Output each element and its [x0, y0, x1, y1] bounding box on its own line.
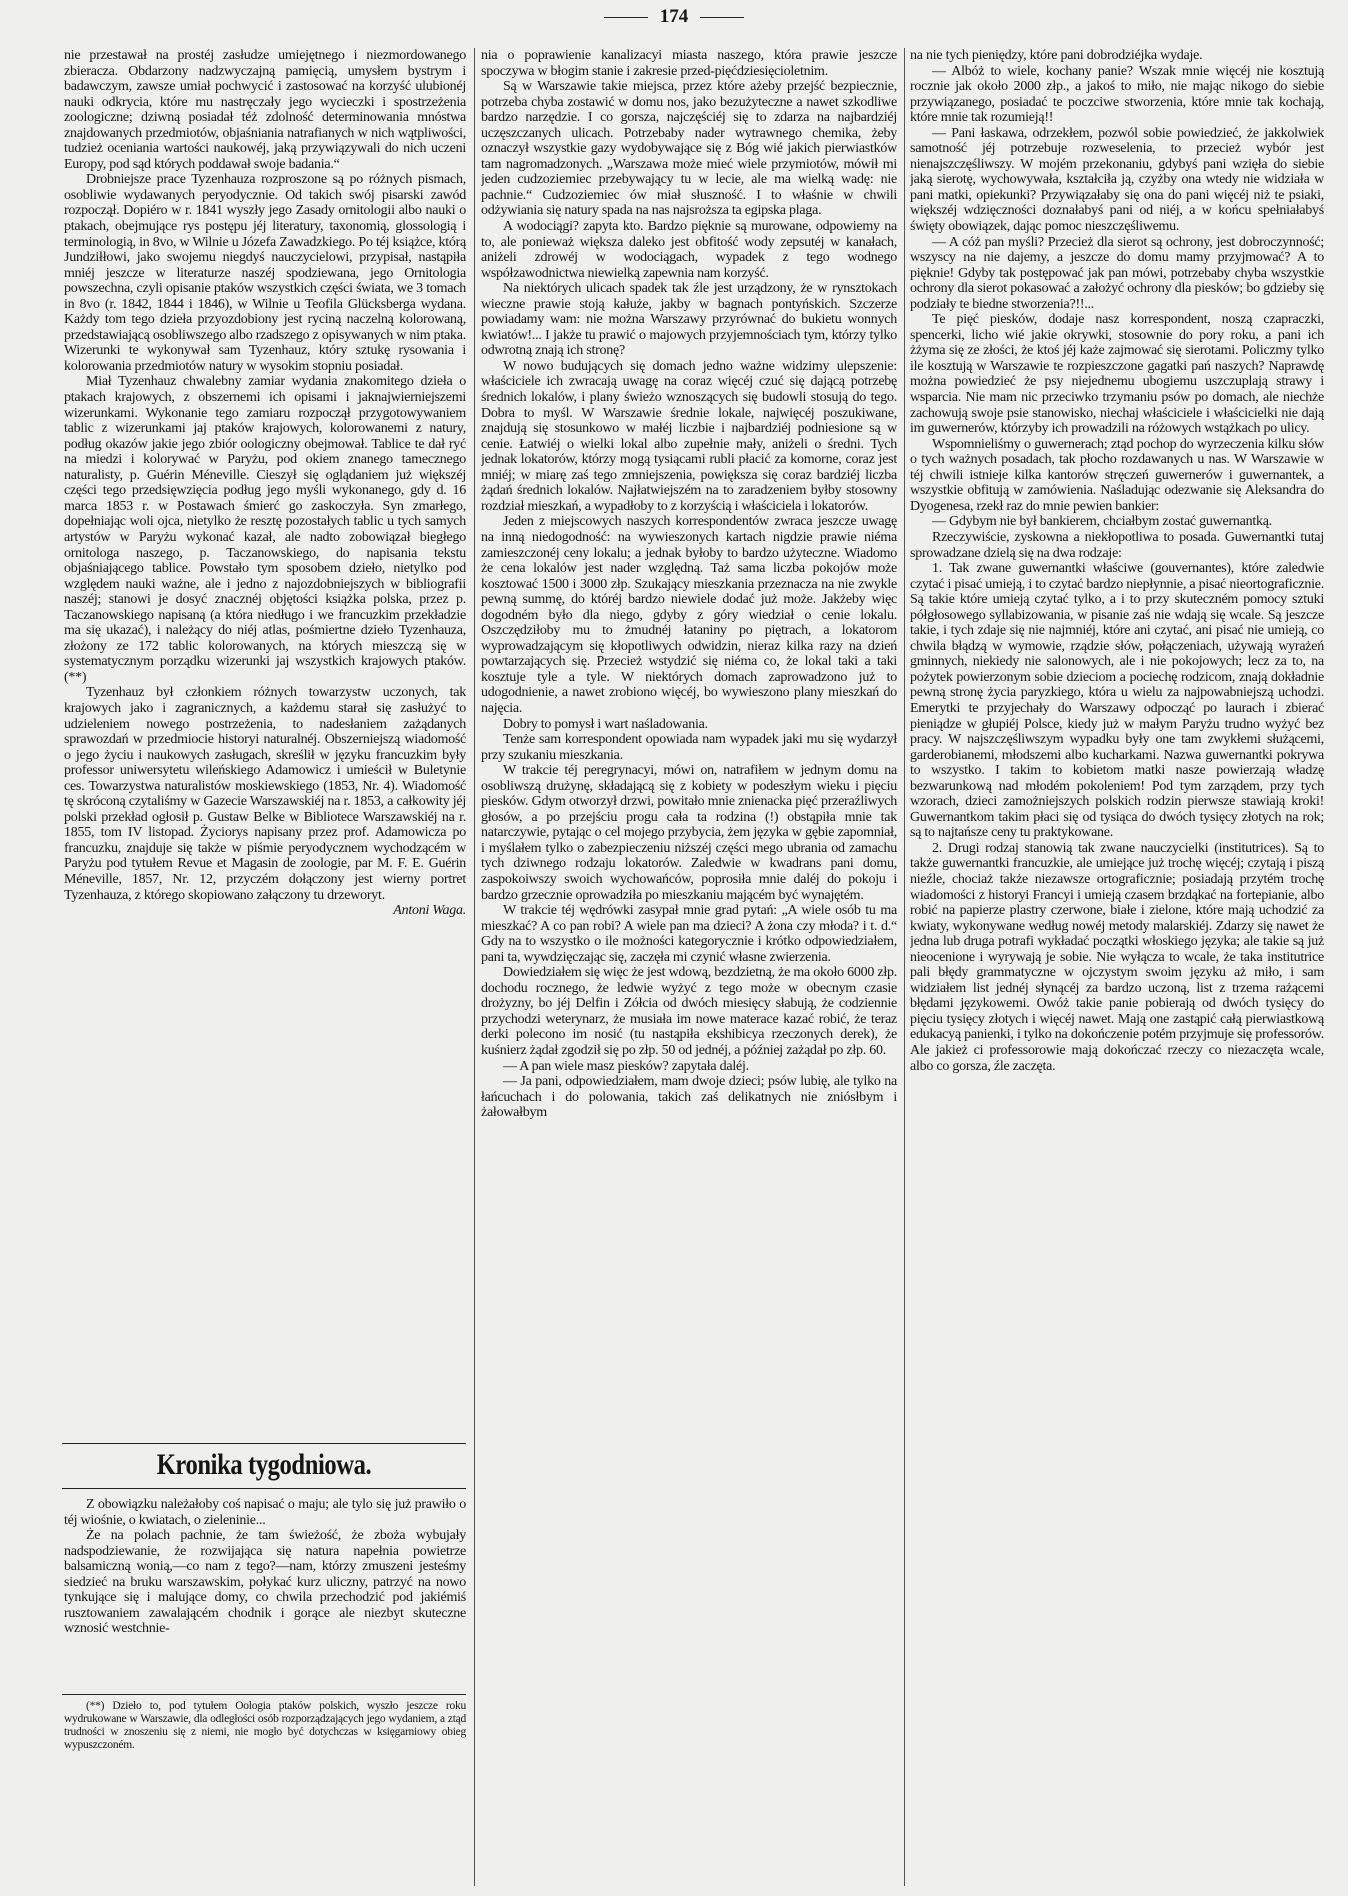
kronika-text	[64, 1497, 466, 1689]
paragraph: 1. Tak zwane guwernantki właściwe (gouvernantes), które zaledwie czytać i pisać umieją, i to czytać bardzo niepłynnie, a pisać nieortograficznie. Są takie które umieją czytać tylko, a i to przy skuteczném pomocy sztuki półgłosowego syllabizowania, w pisanie zaś nie wdają się wcale. Są jeszcze takie, i tych zdaje się nie najmniéj, które ani czytać, ani pisać nie umieją, co chwila błądzą w wymowie, rządzie słów, połączeniach, używają wyrażeń gminnych, niekiedy nie salonowych, ale i nie pokojowych; lecz za to, na pożytek powierzonym sobie dzieciom a pociechę rodzicom, znają dokładnie pewną stronę życia paryzkiego, która u wielu za najpowabniejszą uchodzi. Emerytki te przyjechały do Warszawy odpocząć po laurach i zbierać pieniądze w głupiéj Polsce, kiedy już w małym Paryżu trudno wyżyć bez pracy. W najszczęśliwszym wypadku były one tam zwykłemi służącemi, garderobianemi, młodszemi albo kucharkami. Nazwa guwernantki pokrywa to wszystko. I takim to kobietom matki nasze powierzają władzę bezwarunkową nad młodém pokoleniem! Pod tym zarządem, przy tych wzorach, dzieci zamożniejszych polskich rodzin pierwsze stawiają kroki! Guwernantkom takim płaci się od tysiąca do dwóch tysięcy złotych na rok; są to najtańsze ceny tu praktykowane.	[910, 561, 1324, 841]
column-3	[910, 48, 1324, 1886]
footnote	[64, 1700, 466, 1770]
column-2	[481, 48, 897, 1886]
paragraph: Jeden z miejscowych naszych korrespondentów zwraca jeszcze uwagę na inną niedogodność: na wywieszonych kartach nigdzie prawie niéma zamieszczonéj ceny lokalu; a jednak byłoby to bardzo użyteczne. Wiadomo że cena lokalów jest nader względną. Taż sama liczba pokojów może kosztować 1500 i 3000 złp. Szukający mieszkania przeznacza na nie zwykle pewną summę, do któréj bardzo niewiele dodać już może. Jakżeby więc dogodném było dla niego, gdyby z góry wiedział o cenie lokalu. Oszczędziłoby mu to żmudnéj łataniny po piętrach, a lokatorom wyprowadzającym się kłopotliwych odwidzin, nieraz kilka razy na dzień powtarzających się. Przecież wstydzić się niéma co, że lokal taki a taki kosztuje tyle a tyle. W niektórych domach zaprowadzono już to udogodnienie, a nawet zrobiono więcéj, bo wywieszono plany mieszkań do najęcia.	[481, 514, 897, 716]
footnote-text: (**) Dzieło to, pod tytułem Oologia ptaków polskich, wyszło jeszcze roku wydrukowane w Warszawie, dla odległości osób rozporządzających jego wydaniem, a ztąd trudności w znoszeniu się z niemi, nie mogło być dotychczas w księgarniowy obieg wypuszczoném.	[64, 1700, 466, 1751]
section-rule	[62, 1443, 466, 1444]
paragraph: Te pięć piesków, dodaje nasz korrespondent, noszą czapraczki, spencerki, licho wié jakie okrywki, stosownie do pory roku, a pani ich żżyma się ze złości, że ktoś jéj każe zajmować się sierotami. Policzmy tylko ile kosztują w Warszawie te rozpieszczone gagatki pań naszych? Naprawdę można powiedzieć że psy niejednemu ubogiemu uszczuplają strawy i wsparcia. Nie mam nic przeciwko trzymaniu psów po domach, ale niechże zachowują swoje psie stanowisko, niechaj właściciele i właścicielki nie dają im guwernerów, którzyby ich prowadzili na różowych wstążkach po ulicy.	[910, 312, 1324, 437]
column-1-article	[64, 48, 466, 1428]
paragraph: W trakcie téj peregrynacyi, mówi on, natrafiłem w jednym domu na osobliwszą drużynę, składającą się z kobiety w podeszłym wieku i pięciu piesków. Gdym otworzył drzwi, powitało mnie znienacka pięć przeraźliwych głosów, a po przejściu progu cała ta rodzina (!) obstąpiła mnie tak natarczywie, pytając o cel mojego przybycia, żem języka w gębie zapomniał, i myślałem tylko o zabezpieczeniu niższéj części mego ubrania od zamachu tych dziwnego rodzaju lokatorów. Zaledwie w kwadrans pani domu, zaspokoiwszy swoich wychowańców, poprosiła mnie daléj do pokoju i bardzo grzecznie oprowadziła po mieszkaniu mającém być wynajętém.	[481, 763, 897, 903]
paragraph: W nowo budujących się domach jedno ważne widzimy ulepszenie: właściciele ich zwracają uwagę na coraz więcéj czuć się dającą potrzebę średnich lokalów, i plany świeżo wznoszących się budowli stosują do tego. Dobra to myśl. W Warszawie średnie lokale, najwięcéj poszukiwane, znajdują się stosunkowo w małéj liczbie i najbardziéj podniesione są w cenie. Łatwiéj o wielki lokal albo zupełnie mały, aniżeli o średni. Tych jednak lokatorów, którzy mogą tysiącami rubli płacić za komorne, coraz jest mniéj; w miarę zaś tego zmniejszenia, powiększa się coraz bardziéj liczba żądań średnich lokalów. Najłatwiejszém na to zaradzeniem byłby stosowny rozdział mieszkań, a wypadłoby to z korzyścią i właściciela i lokatorów.	[481, 358, 897, 514]
section-title: Kronika tygodniowa.	[156, 1448, 372, 1481]
paragraph: Rzeczywiście, zyskowna a niekłopotliwa to posada. Guwernantki tutaj sprowadzane dzielą się na dwa rodzaje:	[910, 529, 1324, 561]
paragraph: A wodociągi? zapyta kto. Bardzo pięknie są murowane, odpowiemy na to, ale ponieważ większa daleko jest obfitość wody zepsutéj w kanałach, aniżeli zdrowéj w wodociągach, wypadek z tego wodnego współzawodnictwa niewielką zapewnia nam korzyść.	[481, 219, 897, 281]
column-divider	[904, 48, 905, 1886]
paragraph: — Gdybym nie był bankierem, chciałbym zostać guwernantką.	[932, 514, 1272, 530]
paragraph: Tenże sam korrespondent opowiada nam wypadek jaki mu się wydarzył przy szukaniu mieszkania.	[481, 732, 897, 763]
paragraph: Dowiedziałem się więc że jest wdową, bezdzietną, że ma około 6000 złp. dochodu rocznego, że ledwie wyżyć z tego może w obecnym czasie drożyzny, bo jéj Delfin i Zółcia od dwóch miesięcy słabują, że codziennie przychodzi weterynarz, że musiała im nowe materace kazać robić, że teraz derki polecono im nosić (tu nastąpiła ekshibicya rzeczonych derek), że kuśnierz żądał zgodził się po złp. 50 od jednéj, a później zażądał po złp. 60.	[481, 965, 897, 1058]
dash-left	[604, 17, 648, 18]
paragraph: — A cóż pan myśli? Przecież dla sierot są ochrony, jest dobroczynność; wszyscy na nie dajemy, a jeszcze do domu mamy przyjmować? A to pięknie! Gdyby tak postępować jak pan mówi, potrzebaby chyba wszystkie ochrony dla sierot pokasować a założyć ochrony dla piesków; bo gdzieby się podziały te biedne stworzenia?!!...	[910, 234, 1324, 312]
paragraph: Dobry to pomysł i wart naśladowania.	[503, 716, 708, 732]
author-signature: Antoni Waga.	[393, 903, 466, 919]
paragraph: Wspomnieliśmy o guwernerach; ztąd pochop do wyrzeczenia kilku słów o tych ważnych posadach, tak płocho rozdawanych u nas. W Warszawie w téj chwili istnieje kilka kantorów stręczeń guwernerów i guwernantek, a wszystkie obfitują w zamówienia. Naśladując odezwanie się Aleksandra do Dyogenesa, rzekł raz do mnie pewien bankier:	[910, 436, 1324, 514]
paragraph: Tyzenhauz był członkiem różnych towarzystw uczonych, tak krajowych jako i zagranicznych, a każdemu starał się zasłużyć to udzieleniem nowego postrzeżenia, to nadesłaniem zażądanych sprawozdań w przedmiocie historyi naturalnéj. Obszerniejszą wiadomość o jego życiu i naukowych zasługach, skreślił w języku francuzkim były professor uniwersytetu wileńskiego Adamowicz i umieścił w Buletynie ces. Towarzystwa naturalistów moskiewskiego (1853, Nr. 4). Wiadomość tę skróconą czytaliśmy w Gazecie Warszawskiéj na r. 1853, a całkowity jéj polski przekład ogłosił p. Gustaw Belke w Bibliotece Warszawskiéj na r. 1855, tom IV listopad. Życiorys napisany przez prof. Adamowicza po francuzku, znajduje się także w piśmie peryodycznem wychodzącém w Paryżu pod tytułem Revue et Magasin de zoologie, par M. F. E. Guérin Méneville, 1857, Nr. 12, przyczém dołączony jest wierny portret Tyzenhauza, z którego skopiowano załączony tu drzeworyt.	[64, 685, 466, 903]
page-number	[0, 6, 1348, 28]
paragraph: Że na polach pachnie, że tam świeżość, że zboża wybujały nadspodziewanie, że rozwijająca się natura napełnia powietrze balsamiczną wonią,—co nam z tego?—nam, którzy zmuszeni jesteśmy siedzieć na bruku warszawskim, połykać kurz uliczny, patrzyć na nowo tynkujące się i malujące domy, co chwila przechodzić pod jakiémiś rusztowaniem zawalającém chodnik i gorące ale niezbyt skuteczne wznosić westchnie-	[64, 1528, 466, 1637]
paragraph: Miał Tyzenhauz chwalebny zamiar wydania znakomitego dzieła o ptakach krajowych, z obszernemi ich opisami i jaknajwierniejszemi wizerunkami. Wykonanie tego zamiaru rozpoczął przygotowywaniem tablic z wizerunkami jaj ptaków krajowych, kolorowanemi z natury, podług okazów jakie jego zbiór oologiczny obejmował. Tablice te dał ryć na miedzi i kolorywać w Paryżu, pod okiem znanego tamecznego naturalisty, p. Guérin Méneville. Cieszył się oglądaniem już większéj części tego przedsięwzięcia podług jego myśli wykonanego, gdy d. 16 marca 1853 r. w Postawach śmierć go zaskoczyła. Syn zmarłego, dopełniając woli ojca, nietylko że resztę pozostałych tablic u tych samych artystów w Paryżu wykonać kazał, ale nadto zobowiązał biegłego ornitologa naszego, p. Taczanowskiego, do napisania tekstu objaśniającego tablice. Powstało tym sposobem dzieło, nietylko pod względem nauki ważne, ale i jedno z najozdobniejszych w bibliografii naszéj; stanowi je dosyć znacznéj objętości książka polska, przez p. Taczanowskiego napisaną (a która niedługo i we francuzkim przekładzie ma się ukazać), i należący do niéj atlas, pośmiertne dzieło Tyzenhauza, złożony ze 172 tablic kolorowanych, na których mieszczą się w systematycznym porządku wizerunki jaj wszystkich krajowych ptaków.(**)	[64, 374, 466, 685]
page-number-text: 174	[659, 6, 689, 27]
column-divider	[474, 48, 475, 1886]
paragraph: W trakcie téj wędrówki zasypał mnie grad pytań: „A wiele osób tu ma mieszkać? A co pan robi? A wiele pan ma dzieci? A żona czy młoda? i t. d.“ Gdy na to wszystko o ile możności kategorycznie i krótko odpowiedziałem, pani ta, wywdzięczając się, zaczęła mi czynić własne zwierzenia.	[481, 903, 897, 965]
paragraph: Drobniejsze prace Tyzenhauza rozproszone są po różnych pismach, osobliwie wydawanych peryodycznie. Od takich swój pisarski zawód rozpoczął. Dopiéro w r. 1841 wyszły jego Zasady ornitologii albo nauki o ptakach, obejmujące rys postępu jéj literatury, taxonomią, glossologią i terminologią, in 8vo, w Wilnie u Józefa Zawadzkiego. Po téj książce, którą Jundziłłowi, jako swojemu niegdyś nauczycielowi, przypisał, nastąpiła mniéj jeszcze w literaturze naszéj spodziewana, jego Ornitologia powszechna, czyli opisanie ptaków wszystkich części świata, we 3 tomach in 8vo (r. 1842, 1844 i 1846), w Wilnie u Teofila Glücksberga wydana. Każdy tom tego dzieła przyozdobiony jest ryciną naczelną kolorowaną, przedstawiającą osobliwszego albo rzadszego z opisywanych w nim ptaka. Wizerunki te wykonywał sam Tyzenhauz, który sztukę rysowania i kolorowania przedmiotów natury w wysokim stopniu posiadał.	[64, 172, 466, 374]
footnote-rule	[62, 1694, 466, 1695]
paragraph: — Albóż to wiele, kochany panie? Wszak mnie więcéj nie kosztują rocznie jak około 2000 złp., a jakoś to miło, nie mając nikogo do siebie przywiązanego, posiadać te poczciwe stworzenia, które mnie tak kochają, które mnie tak rozumieją!!	[910, 63, 1324, 126]
paragraph: Są w Warszawie takie miejsca, przez które ażeby przejść bezpiecznie, potrzeba chyba zostawić w domu nos, jako bezużyteczne a nawet szkodliwe bardzo narzędzie. I co gorsza, najczęściéj się to zdarza na najbardziéj uczęszczanych ulicach. Potrzebaby nader wytrawnego chemika, żeby oznaczył wszystkie gazy wydobywające się z Bóg wié jakich pierwiastków tam nagromadzonych. „Warszawa może mieć wiele przymiotów, mówił mi jeden cudzoziemiec przebywający tu w lecie, ale ma wielką wadę: nie pachnie.“ Cudzoziemiec ów miał słuszność. I to właśnie w chwili odżywiania się natury spada na nas najsroższa ta egipska plaga.	[481, 79, 897, 219]
paragraph: Na niektórych ulicach spadek tak źle jest urządzony, że w rynsztokach wieczne prawie stoją kałuże, jakby w bagnach pontyńskich. Szczerze powiadamy wam: nie można Warszawy przyrównać do bukietu wonnych kwiatów!... I jakże tu prawić o majowych przyjemnościach tym, którzy tylko odwrotną znają ich stronę?	[481, 281, 897, 359]
paragraph: na nie tych pieniędzy, które pani dobrodziéjka wydaje.	[910, 48, 1203, 63]
paragraph: Z obowiązku należałoby coś napisać o maju; ale tylo się już prawiło o téj wiośnie, o kwiatach, o zieleninie...	[64, 1497, 466, 1528]
paragraph: — Ja pani, odpowiedziałem, mam dwoje dzieci; psów lubię, ale tylko na łańcuchach i do polowania, takich zaś delikatnych nie zniósłbym i żałowałbym	[481, 1074, 897, 1121]
paragraph: 2. Drugi rodzaj stanowią tak zwane nauczycielki (institutrices). Są to także guwernantki francuzkie, ale umiejące już trochę więcéj; czytają i piszą nieźle, chociaż także niezawsze ortograficznie; posiadają przytém trochę wiadomości z historyi Francyi i umieją czasem brzdąkać na fortepianie, albo robić na papierze plastry czerwone, białe i zielone, które mają uchodzić za kwiaty, wykonywane według nowéj metody malarskiéj. Zdarzy się nawet że jedna lub druga potrafi wykładać początki włoskiego języka; ale takie są już nieocenione i wyrywają je sobie. Nie wyłącza to wcale, że taka institutrice pali błędy grammatyczne w ojczystym swoim języku aż miło, i sam widziałem list jednéj słynącéj za bardzo uczoną, list z trzema rażącemi błędami językowemi. Owóż takie panie pobierają od dwóch tysięcy do pięciu tysięcy złotych i więcéj nawet. Mają one zastąpić całą pierwiastkową edukacyą panienki, i tylko na dokończenie potém przyjmuje się professorów. Ale jakież ci professorowie mają dokończać rzeczy co niezaczęta wcale, albo co gorsza, źle zaczęta.	[910, 840, 1324, 1074]
paragraph: nia o poprawienie kanalizacyi miasta naszego, która prawie jeszcze spoczywa w błogim stanie i zakresie przed-pięćdziesięcioletnim.	[481, 48, 897, 79]
paragraph: — Pani łaskawa, odrzekłem, pozwól sobie powiedzieć, że jakkolwiek samotność jéj potrzebuje rozweselenia, to przecież wybór jest nienajszczęśliwszy. W mojém przekonaniu, gdybyś pani wzięła do siebie jaką sierotę, wychowywała, kształciła ją, czyżby ona wtedy nie widziała w pani matki, opiekunki? Przywiązałaby się ona do pani więcéj niż te psiaki, większéj wdzięczności doznałabyś pani od niéj, a w końcu spełniałabyś święty obowiązek, dając pomoc nieszczęśliwemu.	[910, 125, 1324, 235]
paragraph: — A pan wiele masz piesków? zapytała daléj.	[503, 1058, 749, 1074]
dash-right	[700, 17, 744, 18]
section-rule	[62, 1488, 466, 1489]
paragraph: nie przestawał na prostéj zasłudze umiejętnego i niezmordowanego zbieracza. Obdarzony nadzwyczajną pamięcią, umysłem bystrym i badawczym, zawsze umiał pochwycić i zastosować na korzyść ulubionéj nauki odkrycia, które mu nastręczały jego wycieczki i spostrzeżenia zoologiczne; dziwną posiadał téż zdolność determinowania mnóstwa znajdowanych przedmiotów, objaśniania natrafianych w nich wątpliwości, tudzież oceniania wartości naukowéj, jaką przywiązywali do nich uczeni Europy, pod sąd których poddawał swoje badania.“	[64, 48, 466, 172]
